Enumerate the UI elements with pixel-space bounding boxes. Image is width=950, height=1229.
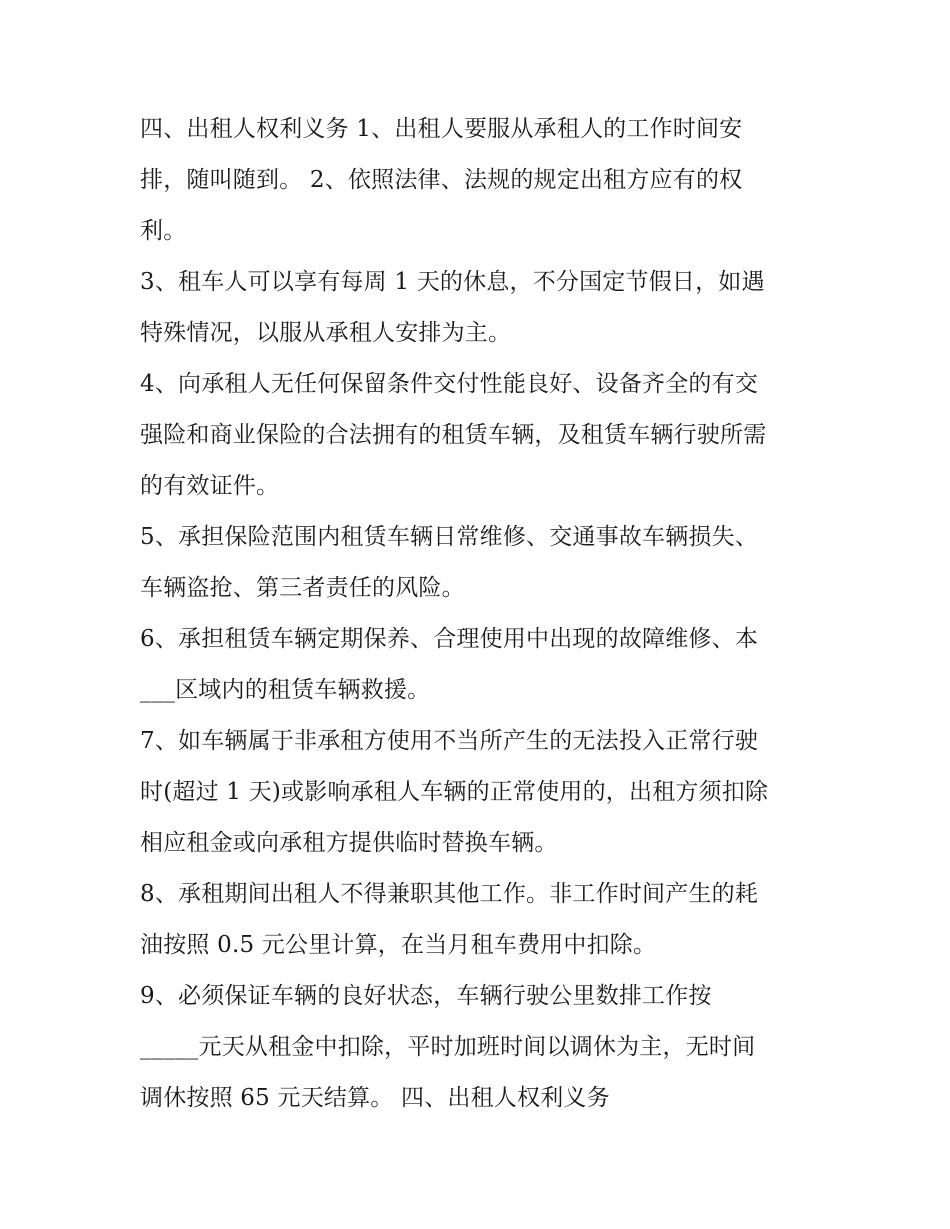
text-line-16: 8、承租期间出租人不得兼职其他工作。非工作时间产生的耗 [140,881,759,907]
document-body [140,104,812,1124]
text-line-18: 9、必须保证车辆的良好状态，车辆行驶公里数排工作按 [140,983,712,1009]
text-line-14: 时(超过 1 天)或影响承租人车辆的正常使用的，出租方须扣除 [140,779,769,805]
text-line-3: 利。 [140,218,187,244]
text-line-9: 5、承担保险范围内租赁车辆日常维修、交通事故车辆损失、 [140,524,759,550]
text-line-6: 4、向承租人无任何保留条件交付性能良好、设备齐全的有交 [140,371,759,397]
text-line-4: 3、租车人可以享有每周 1 天的休息，不分国定节假日，如遇 [140,269,765,295]
text-line-20: 调休按照 65 元天结算。 四、出租人权利义务 [140,1085,610,1111]
text-line-7: 强险和商业保险的合法拥有的租赁车辆，及租赁车辆行驶所需 [140,422,767,448]
text-line-17: 油按照 0.5 元公里计算，在当月租车费用中扣除。 [140,932,657,958]
text-line-2: 排，随叫随到。 2、依照法律、法规的规定出租方应有的权 [140,167,743,193]
text-line-12: ___区域内的租赁车辆救援。 [140,677,431,703]
text-line-11: 6、承担租赁车辆定期保养、合理使用中出现的故障维修、本 [140,626,759,652]
text-line-15: 相应租金或向承租方提供临时替换车辆。 [140,830,558,856]
text-line-10: 车辆盗抢、第三者责任的风险。 [140,575,465,601]
text-line-13: 7、如车辆属于非承租方使用不当所产生的无法投入正常行驶 [140,728,759,754]
text-line-5: 特殊情况，以服从承租人安排为主。 [140,320,512,346]
text-line-8: 的有效证件。 [140,473,280,499]
text-line-19: _____元天从租金中扣除，平时加班时间以调休为主，无时间 [140,1034,756,1060]
text-line-1: 四、出租人权利义务 1、出租人要服从承租人的工作时间安 [140,116,743,142]
